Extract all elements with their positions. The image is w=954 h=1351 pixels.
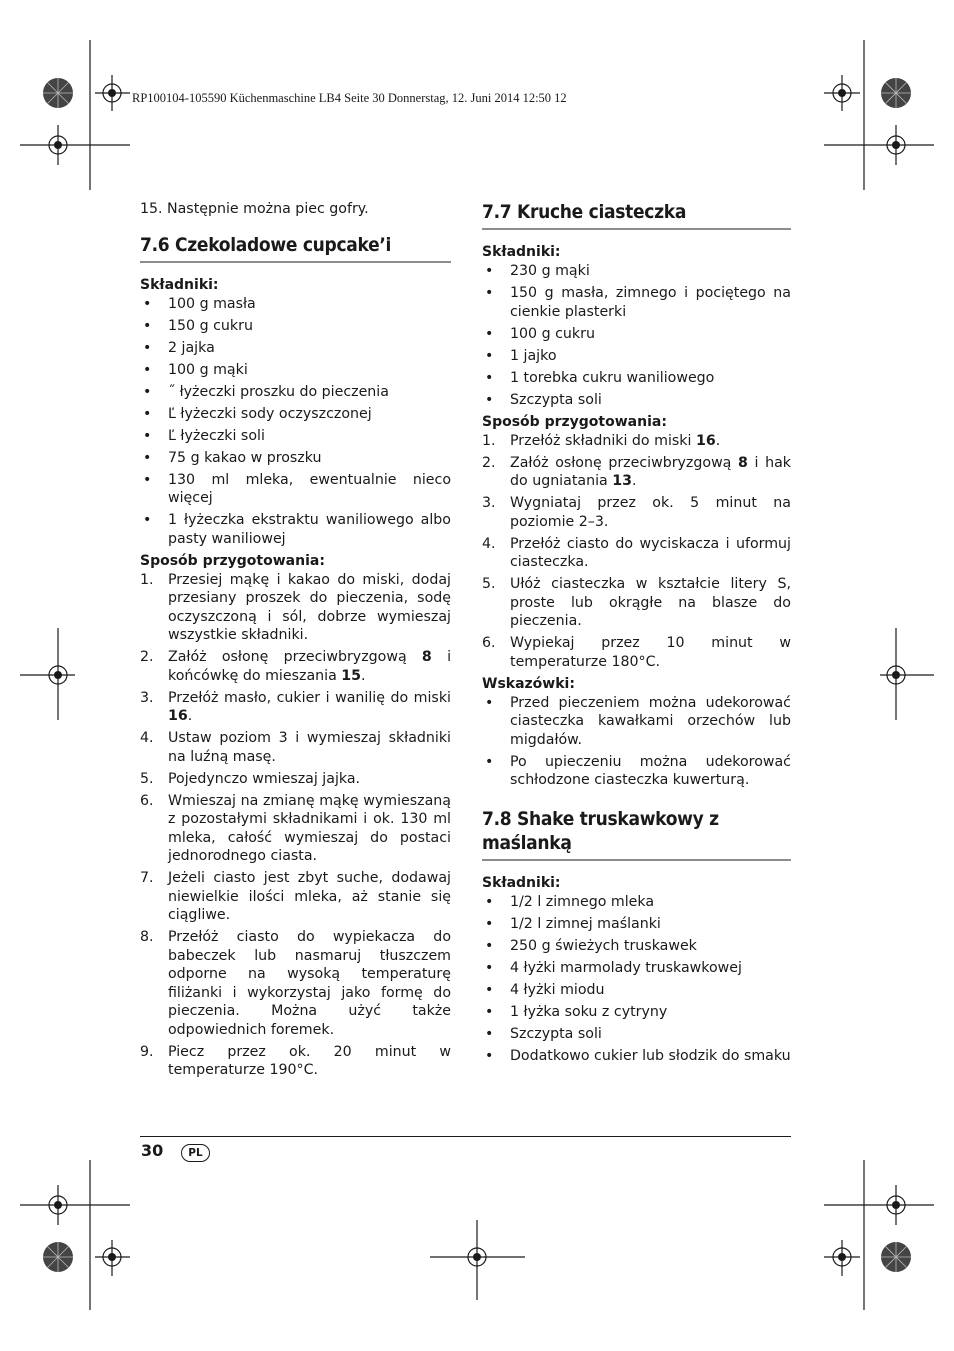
list-item: • Szczypta soli xyxy=(485,391,602,408)
list-item: • 150 g masła, zimnego i pociętego na cienkie plasterki xyxy=(485,285,791,320)
list-item: • Po upieczeniu można udekorować schłodzone ciasteczka kuwerturą. xyxy=(485,753,791,788)
footer-rule xyxy=(140,1136,791,1137)
list-item: • 2 jajka xyxy=(143,339,215,356)
list-item: • 130 ml mleka, ewentualnie nieco więcej xyxy=(143,471,451,506)
right-column xyxy=(482,200,791,1069)
ingredients-list xyxy=(482,262,791,409)
step-item: 4. Przełóż ciasto do wyciskacza i uformuj ciasteczka. xyxy=(482,535,791,570)
list-item: • ˝ łyżeczki proszku do pieczenia xyxy=(143,383,389,400)
list-item: • 1/2 l zimnej maślanki xyxy=(485,916,661,932)
list-item: • 230 g mąki xyxy=(485,263,590,279)
step-item: 2. Załóż osłonę przeciwbryzgową 8 i hak do ugniatania 13. xyxy=(482,454,791,489)
intro-step xyxy=(140,200,451,219)
list-item: • 1 torebka cukru waniliowego xyxy=(485,369,715,386)
step-item: 2. Załóż osłonę przeciwbryzgową 8 i końcówkę do mieszania 15. xyxy=(140,649,452,684)
list-item: • Szczypta soli xyxy=(485,1026,602,1042)
list-item: • 150 g cukru xyxy=(143,317,253,334)
step-item: 1. Przesiej mąkę i kakao do miski, dodaj przesiany proszek do pieczenia, sodę oczyszczoną i sól, dobrze wymieszaj wszystkie składniki. xyxy=(140,571,451,643)
intro-step-number: 15. xyxy=(140,201,163,217)
language-badge: PL xyxy=(181,1144,210,1162)
list-item: • Ľ łyżeczki sody oczyszczonej xyxy=(143,405,372,422)
method-heading: Sposób przygotowania: xyxy=(140,552,325,569)
tips-list xyxy=(482,694,791,790)
intro-step-text: Następnie można piec gofry. xyxy=(167,201,369,217)
step-item: 1. Przełóż składniki do miski 16. xyxy=(482,432,721,449)
step-item: 8. Przełóż ciasto do wypiekacza do babeczek lub nasmaruj tłuszczem odporne na wysoką temperaturę filiżanki i wykorzystaj jako formę do pieczenia. Można użyć także odpowiednich foremek. xyxy=(140,929,451,1038)
section-title-shake: 7.8 Shake truskawkowy z maślanką xyxy=(482,807,791,861)
list-item: • 1/2 l zimnego mleka xyxy=(485,894,655,910)
list-item: • 75 g kakao w proszku xyxy=(143,449,322,466)
list-item: • Przed pieczeniem można udekorować ciasteczka kawałkami orzechów lub migdałów. xyxy=(485,694,791,748)
step-item: 3. Wygniataj przez ok. 5 minut na poziomie 2–3. xyxy=(482,495,791,530)
list-item: • 100 g masła xyxy=(143,295,256,312)
ingredients-list xyxy=(140,295,451,549)
ingredients-heading: Składniki: xyxy=(482,244,561,260)
list-item: • 4 łyżki marmolady truskawkowej xyxy=(485,960,742,976)
step-item: 4. Ustaw poziom 3 i wymieszaj składniki na luźną masę. xyxy=(140,730,451,765)
step-item: 3. Przełóż masło, cukier i wanilię do miski 16. xyxy=(140,689,451,724)
list-item: • 100 g mąki xyxy=(143,361,248,378)
method-heading: Sposób przygotowania: xyxy=(482,413,667,430)
step-item: 5. Ułóż ciasteczka w kształcie litery S, proste lub okrągłe na blasze do pieczenia. xyxy=(482,576,791,629)
ingredients-list xyxy=(482,893,791,1066)
step-item: 6. Wypiekaj przez 10 minut w temperaturze 180°C. xyxy=(482,635,791,670)
list-item: • 1 jajko xyxy=(485,347,557,364)
step-item: 6. Wmieszaj na zmianę mąkę wymieszaną z pozostałymi składnikami i ok. 130 ml mleka, całość wymieszaj do postaci jednorodnego ciasta. xyxy=(140,792,451,864)
list-item: • 1 łyżeczka ekstraktu waniliowego albo pasty waniliowej xyxy=(143,512,451,547)
list-item: • 1 łyżka soku z cytryny xyxy=(485,1004,668,1020)
list-item: • 4 łyżki miodu xyxy=(485,982,605,998)
list-item: • Ľ łyżeczki soli xyxy=(143,427,265,444)
left-column xyxy=(140,200,451,1083)
list-item: • Dodatkowo cukier lub słodzik do smaku xyxy=(485,1048,791,1064)
section-title-cupcakes: 7.6 Czekoladowe cupcake’i xyxy=(140,233,451,263)
method-steps xyxy=(140,571,451,1080)
section-title-cookies: 7.7 Kruche ciasteczka xyxy=(482,200,791,230)
ingredients-heading: Składniki: xyxy=(140,276,219,293)
ingredients-heading: Składniki: xyxy=(482,875,561,891)
tips-heading: Wskazówki: xyxy=(482,675,575,692)
list-item: • 250 g świeżych truskawek xyxy=(485,938,697,954)
page-number: 30 xyxy=(141,1141,164,1160)
step-item: 9. Piecz przez ok. 20 minut w temperaturze 190°C. xyxy=(140,1043,451,1078)
print-header: RP100104-105590 Küchenmaschine LB4 Seite 30 Donnerstag, 12. Juni 2014 12:50 12 xyxy=(132,91,567,105)
step-item: 5. Pojedynczo wmieszaj jajka. xyxy=(140,770,361,787)
method-steps xyxy=(482,432,791,672)
step-item: 7. Jeżeli ciasto jest zbyt suche, dodawaj niewielkie ilości mleka, aż stanie się ciągliwe. xyxy=(140,870,451,923)
list-item: • 100 g cukru xyxy=(485,325,595,342)
